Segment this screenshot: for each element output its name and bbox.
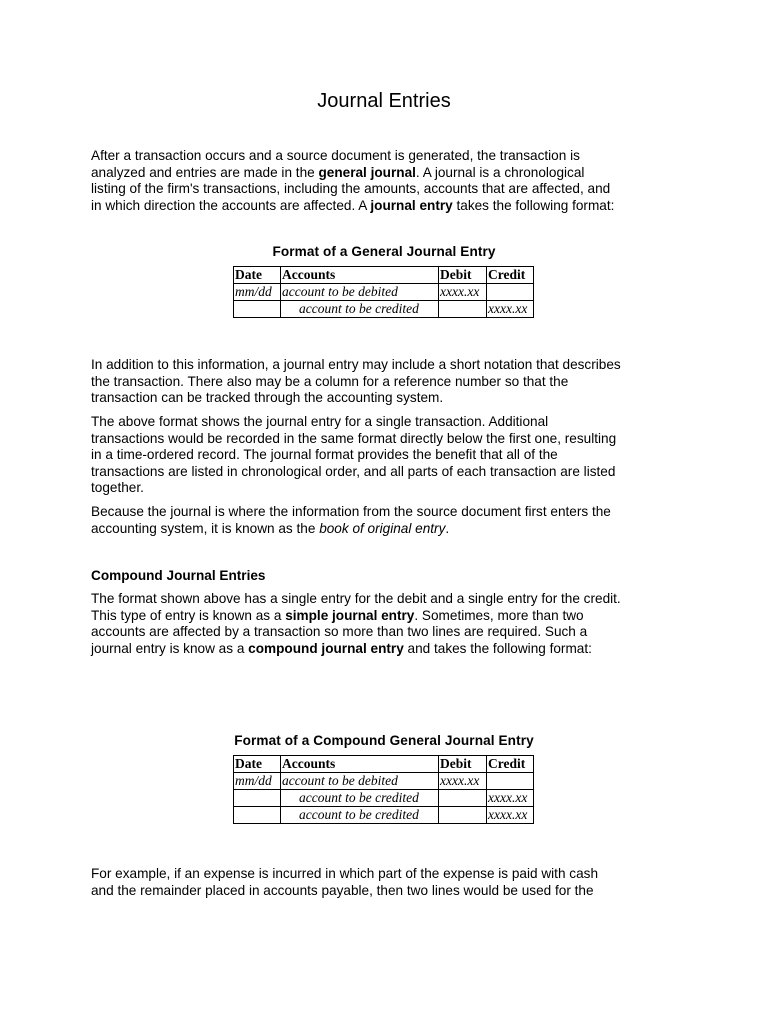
term-simple-journal-entry: simple journal entry — [285, 607, 415, 623]
term-general-journal: general journal — [318, 164, 416, 180]
table-row: account to be credited xxxx.xx — [234, 301, 534, 318]
term-book-of-original-entry: book of original entry — [319, 520, 446, 536]
table-row: account to be credited xxxx.xx — [234, 807, 534, 824]
table-row: account to be credited xxxx.xx — [234, 790, 534, 807]
intro-paragraph: After a transaction occurs and a source document is generated, the transaction is analyzed and entries are made in the general journal. A journal is a chronological listing of the firm's transactions, including the amounts, accounts that are affected, and in which direction the accounts are affected. A journal entry takes the following format: — [91, 148, 615, 213]
compound-paragraph: The format shown above has a single entry for the debit and a single entry for the credit. This type of entry is known as a simple journal entry. Sometimes, more than two accounts are affected by a transaction so more than two lines are required. Such a journal entry is know as a compound journal entry and takes the following format: — [91, 591, 621, 656]
term-journal-entry: journal entry — [370, 197, 453, 213]
example-paragraph: For example, if an expense is incurred in which part of the expense is paid with cash and the remainder placed in accounts payable, then two lines would be used for the — [91, 866, 599, 898]
table2-caption: Format of a Compound General Journal Entry — [234, 733, 534, 748]
table-header-row: Date Accounts Debit Credit — [234, 756, 534, 773]
notation-paragraph: In addition to this information, a journal entry may include a short notation that describes the transaction. There also may be a column for a reference number so that the transaction can be tracked through the accounting system. — [91, 357, 621, 405]
general-journal-table — [233, 266, 534, 318]
table-row: mm/dd account to be debited xxxx.xx — [234, 773, 534, 790]
original-entry-paragraph: Because the journal is where the information from the source document first enters the accounting system, it is known as the book of original entry. — [91, 504, 611, 536]
table1-caption: Format of a General Journal Entry — [272, 244, 496, 259]
format-paragraph: The above format shows the journal entry for a single transaction. Additional transactions would be recorded in the same format directly below the first one, resulting in a time-ordered record. The journal format provides the benefit that all of the transactions are listed in chronological order, and all parts of each transaction are listed together. — [91, 414, 617, 495]
table-row: mm/dd account to be debited xxxx.xx — [234, 284, 534, 301]
term-compound-journal-entry: compound journal entry — [248, 640, 404, 656]
compound-journal-table — [233, 755, 534, 824]
page-title: Journal Entries — [317, 90, 451, 112]
section-heading-compound: Compound Journal Entries — [91, 568, 266, 583]
table-header-row: Date Accounts Debit Credit — [234, 267, 534, 284]
